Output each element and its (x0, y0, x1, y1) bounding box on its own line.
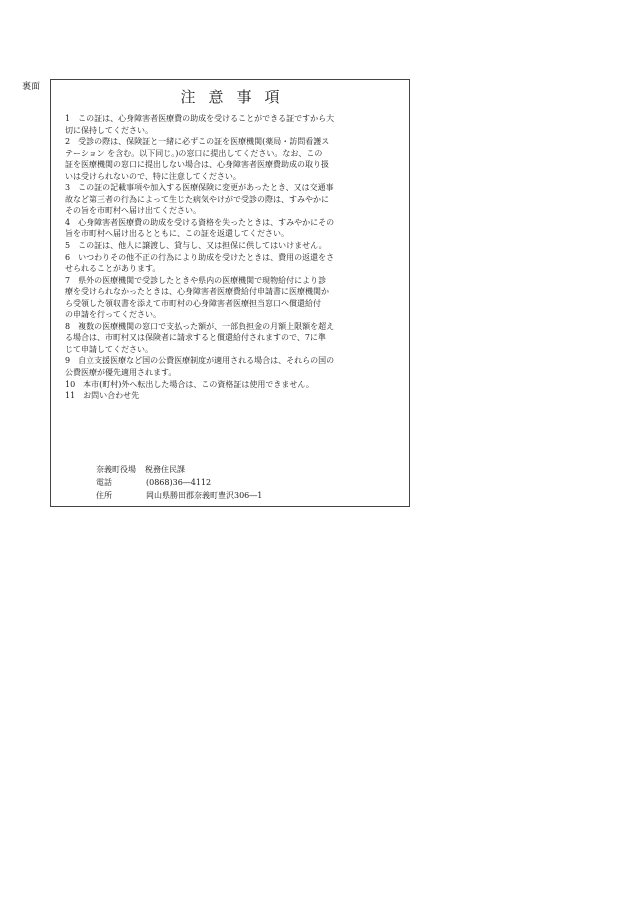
notice-card (50, 79, 410, 507)
note-line: る場合は、市町村又は保険者に請求すると償還給付されますので、7に準 (65, 333, 326, 343)
address-label: 住所 (96, 491, 112, 500)
note-line: 公費医療が優先適用されます。 (65, 368, 177, 378)
note-line: その旨を市町村へ届け出てください。 (65, 206, 201, 216)
contact-phone-row (96, 476, 396, 489)
office-name: 奈義町役場 (96, 465, 136, 474)
note-line: テーション を含む。以下同じ。)の窓口に提出してください。なお、この (65, 148, 323, 158)
note-line: 5 この証は、他人に譲渡し、貸与し、又は担保に供してはいけません。 (65, 241, 327, 251)
note-line: 10 本市(町村)外へ転出した場合は、この資格証は使用できません。 (65, 379, 314, 389)
note-line: 1 この証は、心身障害者医療費の助成を受けることができる証ですから大 (65, 114, 335, 123)
note-line: せられることがあります。 (65, 264, 161, 274)
note-line: 6 いつわりその他不正の行為により助成を受けたときは、費用の返還をさ (65, 252, 335, 262)
note-line: 4 心身障害者医療費の助成を受ける資格を失ったときは、すみやかにその (65, 217, 335, 227)
note-line: 証を医療機関の窓口に提出しない場合は、心身障害者医療費助成の取り扱 (65, 160, 329, 170)
note-line: 故など第三者の行為によって生じた病気やけがで受診の際は、すみやかに (65, 194, 329, 204)
note-line: 旨を市町村へ届け出るとともに、この証を返還してください。 (65, 229, 289, 239)
department-name: 税務住民課 (145, 465, 185, 474)
contact-address-row (96, 489, 396, 502)
note-line: 療を受けられなかったときは、心身障害者医療費給付申請書に医療機関か (65, 287, 329, 297)
note-line: いは受けられないので、特に注意してください。 (65, 171, 241, 181)
note-line: 11 お問い合わせ先 (65, 391, 140, 401)
notice-title: 注意事項 (180, 88, 293, 106)
note-line: の申請を行ってください。 (65, 310, 161, 320)
note-line: 3 この証の記載事項や加入する医療保険に変更があったとき、又は交通事 (65, 183, 334, 193)
contact-block (96, 463, 396, 502)
note-line: 8 複数の医療機関の窓口で支払った額が、一部負担金の月額上限額を超え (65, 321, 335, 331)
note-line: 切に保持してください。 (65, 125, 153, 135)
reverse-side-label: 裏面 (22, 82, 41, 92)
phone-label: 電話 (96, 478, 112, 487)
address-value: 岡山県勝田郡奈義町豊沢306―1 (146, 491, 263, 500)
note-line: 2 受診の際は、保険証と一緒に必ずこの証を医療機関(薬局・訪問看護ス (65, 137, 330, 147)
phone-number: (0868)36―4112 (146, 478, 212, 487)
note-line: 7 県外の医療機関で受診したときや県内の医療機関で現物給付により診 (65, 275, 327, 285)
note-line: じて申請してください。 (65, 344, 153, 354)
contact-office-row (96, 463, 396, 476)
note-line: 9 自立支援医療など国の公費医療制度が適用される場合は、それらの国の (65, 356, 335, 366)
note-line: ら受領した領収書を添えて市町村の心身障害者医療担当窓口へ償還給付 (65, 298, 321, 308)
notes-list (65, 113, 398, 402)
